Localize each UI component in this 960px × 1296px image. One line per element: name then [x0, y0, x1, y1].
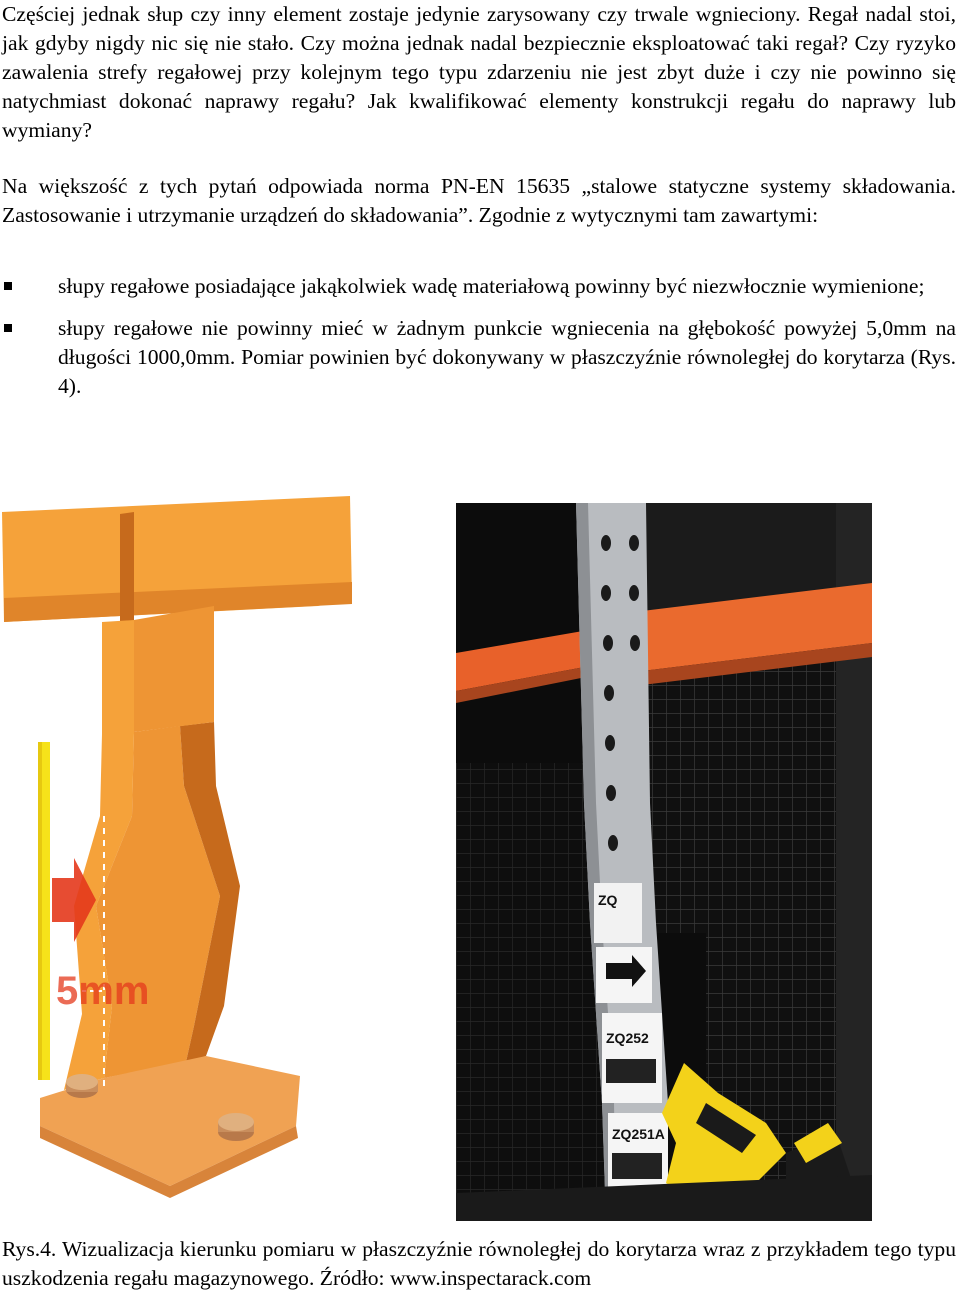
list-item-text: słupy regałowe nie powinny mieć w żadnym punkcie wgniecenia na głębokość powyżej 5,0mm na długości 1000,0mm. Pomiar powinien być dokonywany w płaszczyźnie równoległej do korytarza (Rys. 4). [58, 316, 956, 398]
list-item [2, 314, 956, 401]
upright-dent-illustration [0, 486, 360, 1198]
paragraph-1: Częściej jednak słup czy inny element zostaje jedynie zarysowany czy trwale wgnieciony. Regał nadal stoi, jak gdyby nigdy nic się nie stało. Czy można jednak nadal bezpiecznie eksploatować taki regał? Czy ryzyko zawalenia strefy regałowej przy kolejnym tego typu zdarzeniu nie jest zbyt duże i czy nie powinno się natychmiast dokonać naprawy regału? Jak kwalifikować elementy konstrukcji regału do naprawy lub wymiany? [2, 2, 956, 142]
bullet-list [2, 272, 956, 414]
measurement-label: 5mm [56, 969, 150, 1013]
list-item [2, 272, 956, 301]
list-item-text: słupy regałowe posiadające jakąkolwiek wadę materiałową powinny być niezwłocznie wymienione; [58, 274, 925, 298]
label-zq252: ZQ252 [606, 1030, 649, 1046]
figure-caption: Rys.4. Wizualizacja kierunku pomiaru w płaszczyźnie równoległej do korytarza wraz z przykładem tego typu uszkodzenia regału magazynowego. Źródło: www.inspectarack.com [2, 1237, 956, 1290]
damaged-rack-photo [456, 503, 872, 1221]
square-bullet-icon [4, 324, 12, 332]
label-zq: ZQ [598, 892, 618, 908]
square-bullet-icon [4, 282, 12, 290]
label-zq251a: ZQ251A [612, 1126, 665, 1142]
paragraph-2: Na większość z tych pytań odpowiada norma PN-EN 15635 „stalowe statyczne systemy składowania. Zastosowanie i utrzymanie urządzeń do składowania”. Zgodnie z wytycznymi tam zawartymi: [2, 174, 956, 227]
